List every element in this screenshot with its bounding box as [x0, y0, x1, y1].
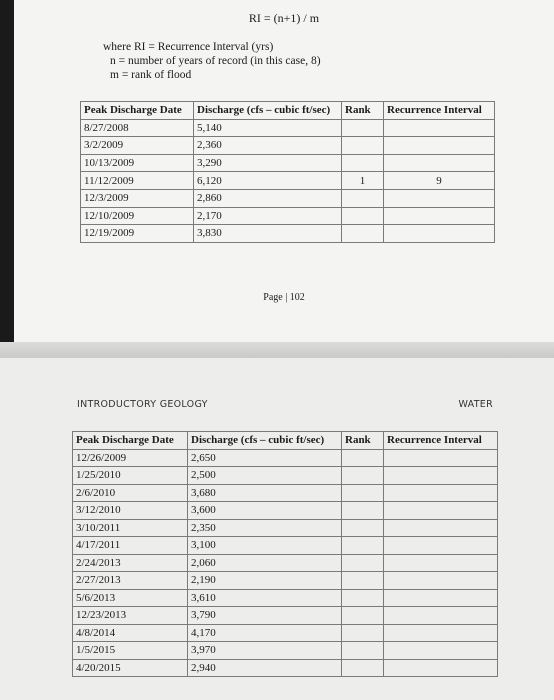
cell-date: 12/23/2013 — [73, 607, 188, 625]
cell-discharge: 2,860 — [194, 189, 342, 207]
cell-discharge: 2,060 — [188, 554, 342, 572]
cell-recurrence-interval — [384, 449, 498, 467]
table-row — [81, 189, 495, 207]
cell-recurrence-interval — [384, 589, 498, 607]
page-number: Page | 102 — [263, 292, 305, 303]
cell-discharge: 2,360 — [194, 137, 342, 155]
document-page-lower — [0, 358, 554, 700]
cell-date: 4/17/2011 — [73, 537, 188, 555]
cell-date: 1/5/2015 — [73, 642, 188, 660]
definition-m: m = rank of flood — [110, 69, 192, 81]
cell-recurrence-interval — [384, 624, 498, 642]
cell-discharge: 3,790 — [188, 607, 342, 625]
cell-rank — [342, 119, 384, 137]
cell-discharge: 3,610 — [188, 589, 342, 607]
table-row — [73, 572, 498, 590]
cell-rank — [342, 589, 384, 607]
cell-date: 3/12/2010 — [73, 502, 188, 520]
cell-discharge: 2,500 — [188, 467, 342, 485]
running-header-right: WATER — [458, 399, 493, 410]
column-header-rank: Rank — [342, 102, 384, 120]
cell-discharge: 6,120 — [194, 172, 342, 190]
cell-date: 2/6/2010 — [73, 484, 188, 502]
table-row — [73, 607, 498, 625]
cell-rank — [342, 137, 384, 155]
cell-rank: 1 — [342, 172, 384, 190]
formula: RI = (n+1) / m — [248, 11, 320, 25]
cell-date: 2/24/2013 — [73, 554, 188, 572]
cell-discharge: 3,100 — [188, 537, 342, 555]
document-page-upper — [14, 0, 554, 342]
table-row — [81, 207, 495, 225]
cell-rank — [342, 554, 384, 572]
cell-rank — [342, 449, 384, 467]
cell-rank — [342, 207, 384, 225]
cell-recurrence-interval — [384, 467, 498, 485]
column-header-discharge: Discharge (cfs – cubic ft/sec) — [188, 432, 342, 450]
cell-date: 3/2/2009 — [81, 137, 194, 155]
cell-date: 4/20/2015 — [73, 659, 188, 677]
cell-date: 5/6/2013 — [73, 589, 188, 607]
table-row — [81, 137, 495, 155]
cell-date: 12/3/2009 — [81, 189, 194, 207]
table-header-row — [73, 432, 498, 450]
column-header-date: Peak Discharge Date — [73, 432, 188, 450]
cell-discharge: 2,650 — [188, 449, 342, 467]
discharge-table-1 — [80, 101, 495, 243]
cell-recurrence-interval — [384, 137, 495, 155]
table-row — [73, 449, 498, 467]
cell-discharge: 2,170 — [194, 207, 342, 225]
cell-recurrence-interval: 9 — [384, 172, 495, 190]
cell-discharge: 3,830 — [194, 225, 342, 243]
definition-ri: where RI = Recurrence Interval (yrs) — [103, 41, 274, 53]
page-gap — [0, 342, 554, 358]
cell-rank — [342, 607, 384, 625]
cell-date: 8/27/2008 — [81, 119, 194, 137]
cell-rank — [342, 467, 384, 485]
cell-recurrence-interval — [384, 189, 495, 207]
cell-discharge: 2,350 — [188, 519, 342, 537]
cell-rank — [342, 624, 384, 642]
cell-recurrence-interval — [384, 537, 498, 555]
table-row — [81, 172, 495, 190]
cell-date: 1/25/2010 — [73, 467, 188, 485]
column-header-discharge: Discharge (cfs – cubic ft/sec) — [194, 102, 342, 120]
table-header-row — [81, 102, 495, 120]
cell-date: 12/19/2009 — [81, 225, 194, 243]
cell-recurrence-interval — [384, 502, 498, 520]
column-header-rank: Rank — [342, 432, 384, 450]
definition-n: n = number of years of record (in this case, 8) — [110, 55, 321, 67]
cell-recurrence-interval — [384, 207, 495, 225]
table-row — [81, 154, 495, 172]
table-row — [73, 502, 498, 520]
table-row — [73, 519, 498, 537]
cell-recurrence-interval — [384, 225, 495, 243]
cell-date: 2/27/2013 — [73, 572, 188, 590]
cell-discharge: 3,970 — [188, 642, 342, 660]
cell-recurrence-interval — [384, 484, 498, 502]
cell-discharge: 5,140 — [194, 119, 342, 137]
table-row — [73, 484, 498, 502]
cell-discharge: 3,290 — [194, 154, 342, 172]
formula-definitions — [103, 40, 321, 82]
table-row — [73, 554, 498, 572]
table-row — [73, 589, 498, 607]
table-row — [73, 537, 498, 555]
table-row — [73, 624, 498, 642]
cell-recurrence-interval — [384, 554, 498, 572]
cell-rank — [342, 572, 384, 590]
cell-date: 12/26/2009 — [73, 449, 188, 467]
cell-rank — [342, 537, 384, 555]
cell-date: 10/13/2009 — [81, 154, 194, 172]
cell-discharge: 2,940 — [188, 659, 342, 677]
cell-recurrence-interval — [384, 642, 498, 660]
cell-recurrence-interval — [384, 607, 498, 625]
cell-recurrence-interval — [384, 659, 498, 677]
cell-recurrence-interval — [384, 119, 495, 137]
cell-date: 12/10/2009 — [81, 207, 194, 225]
column-header-ri: Recurrence Interval — [384, 102, 495, 120]
table-row — [81, 225, 495, 243]
cell-date: 11/12/2009 — [81, 172, 194, 190]
column-header-ri: Recurrence Interval — [384, 432, 498, 450]
table-row — [73, 642, 498, 660]
cell-rank — [342, 225, 384, 243]
discharge-table-2 — [72, 431, 498, 677]
cell-recurrence-interval — [384, 572, 498, 590]
table-row — [81, 119, 495, 137]
cell-discharge: 2,190 — [188, 572, 342, 590]
cell-recurrence-interval — [384, 154, 495, 172]
cell-discharge: 3,680 — [188, 484, 342, 502]
cell-rank — [342, 659, 384, 677]
column-header-date: Peak Discharge Date — [81, 102, 194, 120]
cell-rank — [342, 484, 384, 502]
cell-discharge: 3,600 — [188, 502, 342, 520]
cell-recurrence-interval — [384, 519, 498, 537]
cell-rank — [342, 502, 384, 520]
running-header-left: INTRODUCTORY GEOLOGY — [77, 399, 208, 410]
cell-rank — [342, 154, 384, 172]
cell-discharge: 4,170 — [188, 624, 342, 642]
cell-rank — [342, 642, 384, 660]
cell-date: 3/10/2011 — [73, 519, 188, 537]
cell-date: 4/8/2014 — [73, 624, 188, 642]
table-row — [73, 467, 498, 485]
cell-rank — [342, 519, 384, 537]
cell-rank — [342, 189, 384, 207]
table-row — [73, 659, 498, 677]
